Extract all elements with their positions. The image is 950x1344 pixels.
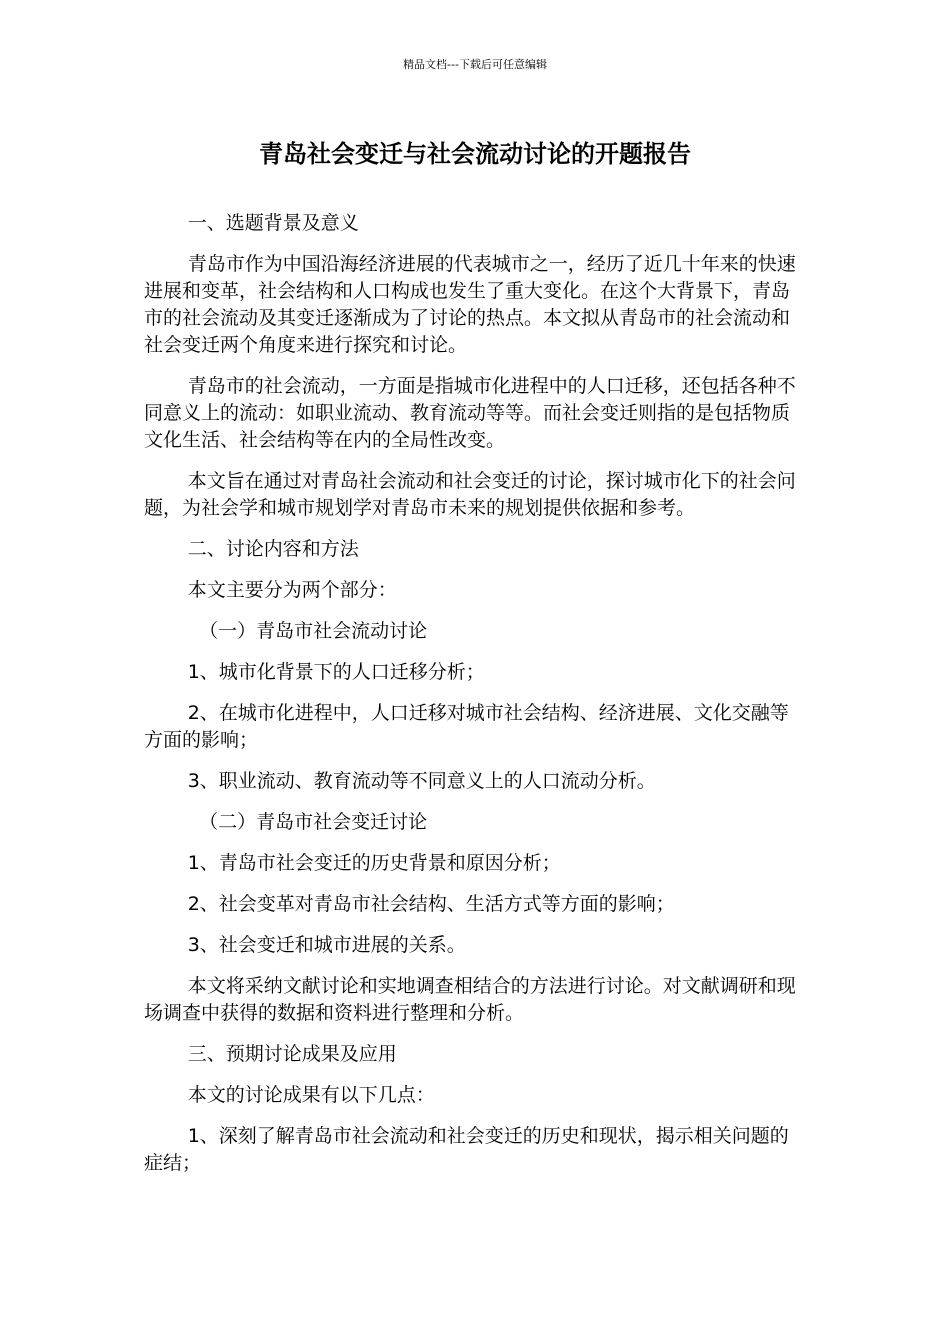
list-item: 2、在城市化进程中，人口迁移对城市社会结构、经济进展、文化交融等方面的影响； — [144, 702, 789, 751]
list-item: 1、深刻了解青岛市社会流动和社会变迁的历史和现状，揭示相关问题的症结； — [144, 1125, 789, 1174]
list-item: 1、城市化背景下的人口迁移分析； — [187, 661, 485, 683]
paragraph-background-1: 青岛市作为中国沿海经济进展的代表城市之一，经历了近几十年来的快速进展和变革，社会结构和人口构成也发生了重大变化。在这个大背景下，青岛市的社会流动及其变迁逐渐成为了讨论的热点。本文拟从青岛市的社会流动和社会变迁两个角度来进行探究和讨论。 — [144, 253, 796, 356]
document-body — [144, 210, 806, 1191]
section-heading-2: 二、讨论内容和方法 — [187, 538, 359, 560]
list-item: 2、社会变革对青岛市社会结构、生活方式等方面的影响； — [187, 893, 675, 915]
page-header: 精品文档---下载后可任意编辑 — [403, 58, 547, 71]
section-heading-1: 一、选题背景及意义 — [187, 212, 359, 234]
subsection-heading-1: （一）青岛市社会流动讨论 — [199, 620, 428, 642]
paragraph-method: 本文将采纳文献讨论和实地调查相结合的方法进行讨论。对文献调研和现场调查中获得的数据和资料进行整理和分析。 — [144, 975, 796, 1024]
paragraph-results-intro: 本文的讨论成果有以下几点： — [187, 1084, 435, 1106]
paragraph-background-2: 青岛市的社会流动，一方面是指城市化进程中的人口迁移，还包括各种不同意义上的流动：如职业流动、教育流动等等。而社会变迁则指的是包括物质文化生活、社会结构等在内的全局性改变。 — [144, 375, 796, 451]
paragraph-structure-intro: 本文主要分为两个部分： — [187, 579, 397, 601]
list-item: 3、社会变迁和城市进展的关系。 — [187, 934, 466, 956]
document-title: 青岛社会变迁与社会流动讨论的开题报告 — [259, 140, 691, 168]
section-heading-3: 三、预期讨论成果及应用 — [187, 1043, 397, 1065]
paragraph-background-3: 本文旨在通过对青岛社会流动和社会变迁的讨论，探讨城市化下的社会问题，为社会学和城市规划学对青岛市未来的规划提供依据和参考。 — [144, 470, 796, 519]
subsection-heading-2: （二）青岛市社会变迁讨论 — [199, 811, 428, 833]
list-item: 3、职业流动、教育流动等不同意义上的人口流动分析。 — [187, 770, 656, 792]
list-item: 1、青岛市社会变迁的历史背景和原因分析； — [187, 852, 561, 874]
